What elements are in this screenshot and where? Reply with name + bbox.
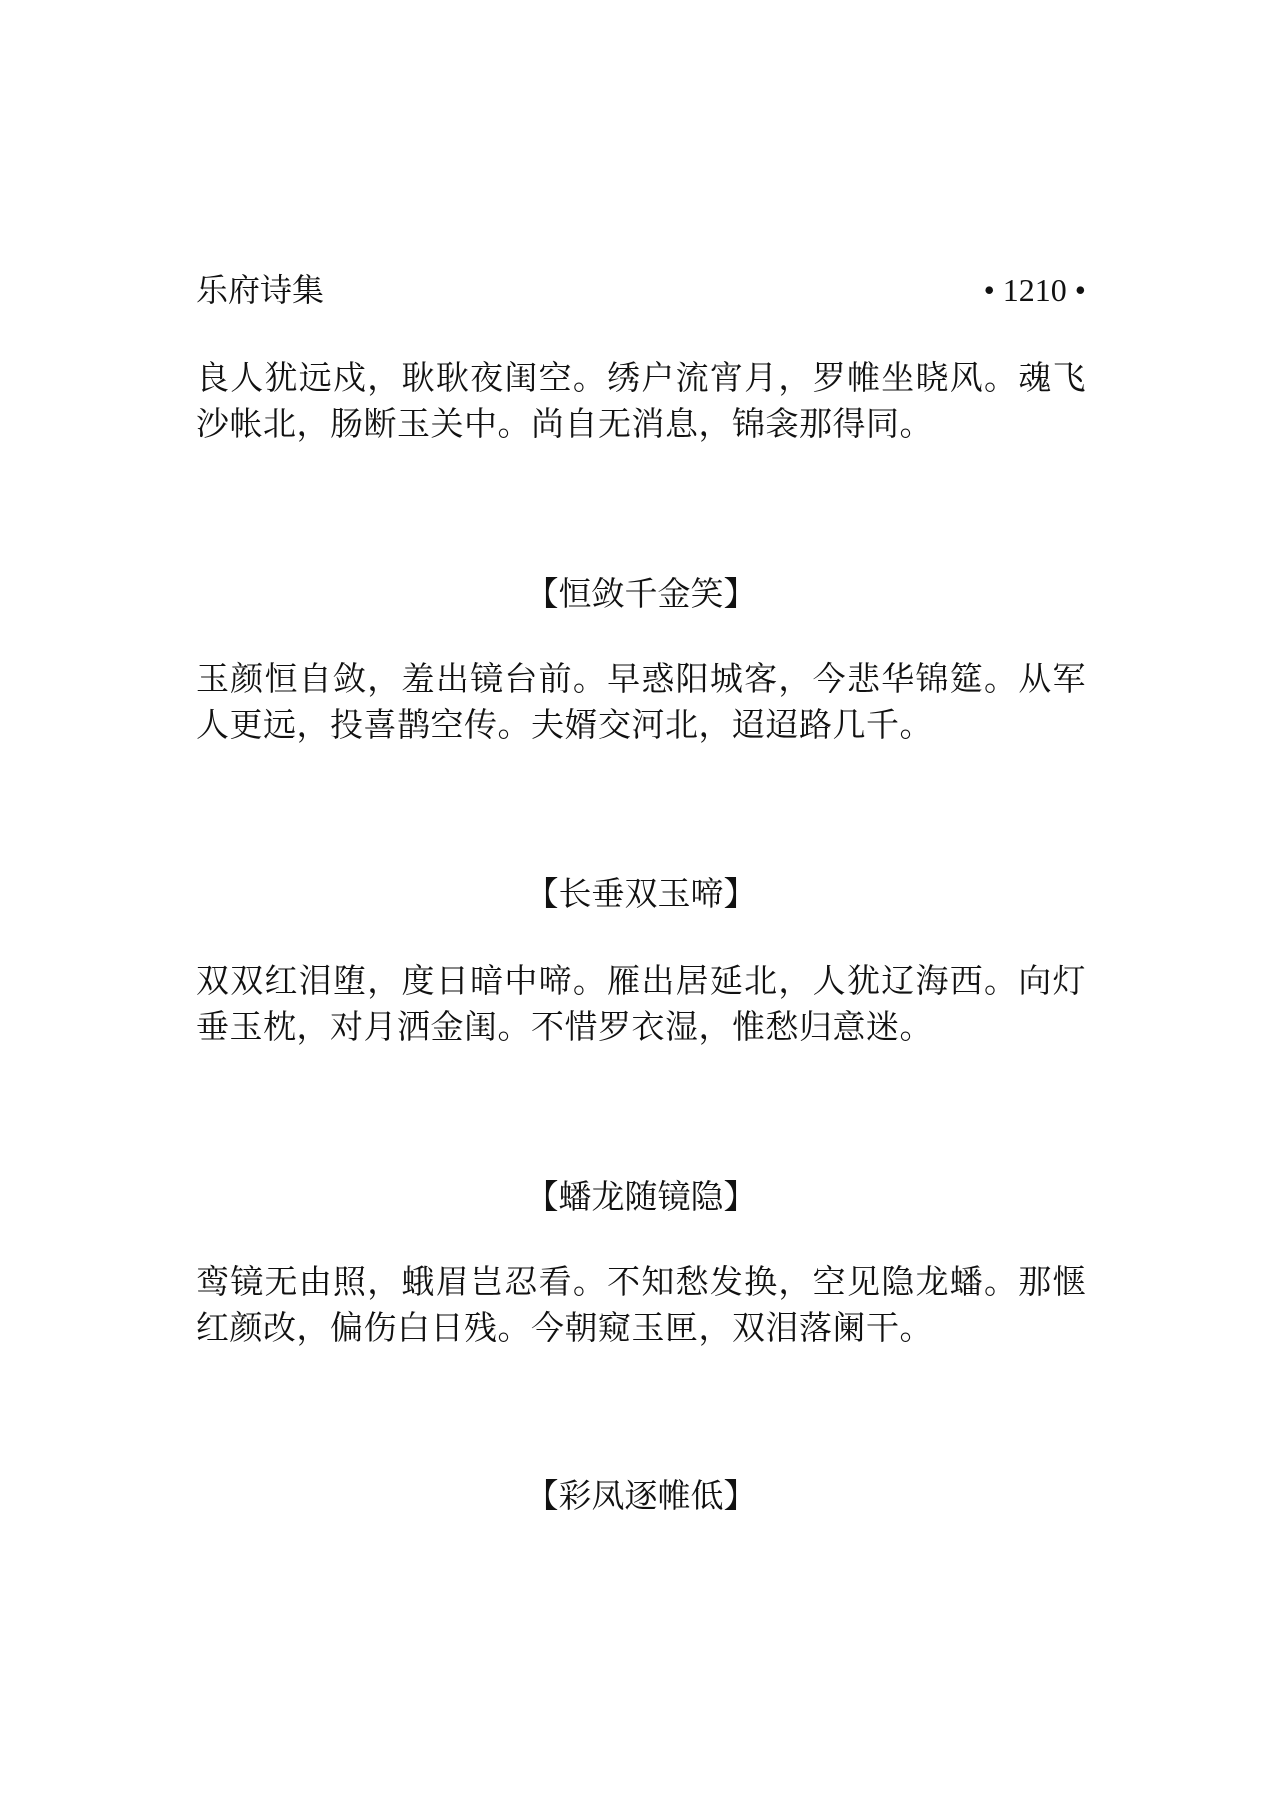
poem-text: 双双红泪堕，度日暗中啼。雁出居延北，人犹辽海西。向灯垂玉枕，对月洒金闺。不惜罗衣湿，惟愁归意迷。 — [196, 961, 1086, 1046]
page-number: • 1210 • — [983, 272, 1086, 308]
poem-body-2 — [196, 656, 1086, 748]
poem-heading-1: 【恒敛千金笑】 — [525, 574, 757, 613]
poem-body-3 — [196, 958, 1086, 1050]
poem-body-4 — [196, 1259, 1086, 1351]
poem-heading-2: 【长垂双玉啼】 — [525, 874, 757, 913]
page-header — [196, 268, 1086, 312]
poem-text: 玉颜恒自敛，羞出镜台前。早惑阳城客，今悲华锦筵。从军人更远，投喜鹊空传。夫婿交河北，迢迢路几千。 — [196, 659, 1086, 744]
poem-text: 鸾镜无由照，蛾眉岂忍看。不知愁发换，空见隐龙蟠。那惬红颜改，偏伤白日残。今朝窥玉匣，双泪落阑干。 — [196, 1262, 1086, 1347]
poem-heading-3: 【蟠龙随镜隐】 — [525, 1177, 757, 1216]
poem-body-1 — [196, 355, 1086, 447]
poem-heading-4: 【彩凤逐帷低】 — [525, 1476, 757, 1515]
poem-text: 良人犹远戍，耿耿夜闺空。绣户流宵月，罗帷坐晓风。魂飞沙帐北，肠断玉关中。尚自无消息，锦衾那得同。 — [196, 358, 1086, 443]
book-title: 乐府诗集 — [196, 271, 325, 309]
